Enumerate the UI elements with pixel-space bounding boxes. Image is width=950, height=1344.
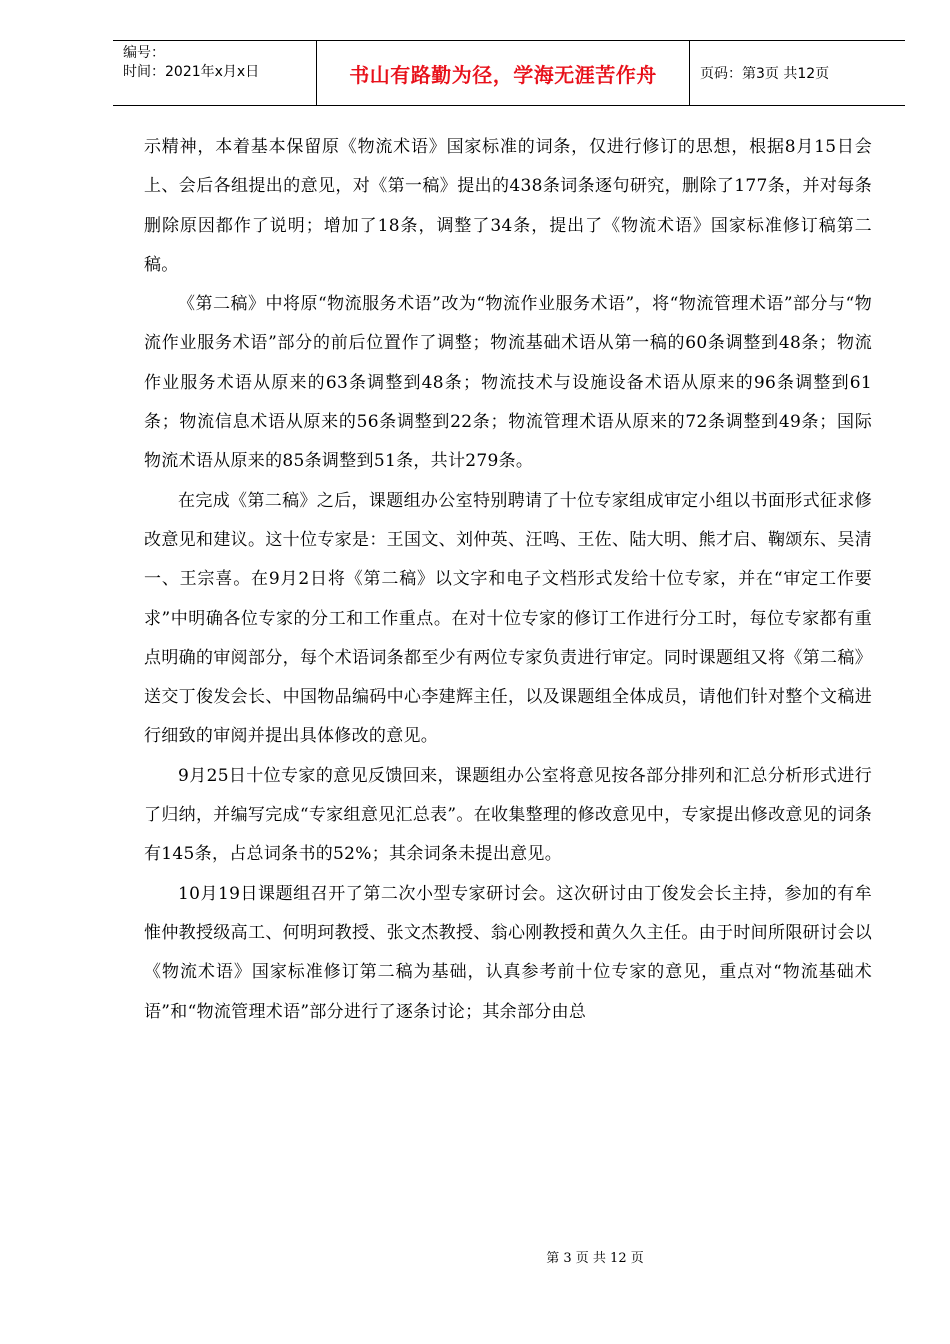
header-page-info: 页码：第3页 共12页 xyxy=(700,66,830,82)
header-motto: 书山有路勤为径，学海无涯苦作舟 xyxy=(349,62,657,87)
document-body xyxy=(144,128,872,1032)
paragraph-4: 9月25日十位专家的意见反馈回来，课题组办公室将意见按各部分排列和汇总分析形式进行了归纳，并编写完成“专家组意见汇总表”。在收集整理的修改意见中，专家提出修改意见的词条有145条，占总词条书的52%；其余词条未提出意见。 xyxy=(144,765,872,865)
header-time-label: 时间：2021年x月x日 xyxy=(123,64,260,80)
paragraph-1: 示精神，本着基本保留原《物流术语》国家标准的词条，仅进行修订的思想，根据8月15日会上、会后各组提出的意见，对《第一稿》提出的438条词条逐句研究，删除了177条，并对每条删除原因都作了说明；增加了18条，调整了34条，提出了《物流术语》国家标准修订稿第二稿。 xyxy=(144,137,872,275)
paragraph-5: 10月19日课题组召开了第二次小型专家研讨会。这次研讨由丁俊发会长主持，参加的有牟惟仲教授级高工、何明珂教授、张文杰教授、翁心刚教授和黄久久主任。由于时间所限研讨会以《物流术语》国家标准修订第二稿为基础，认真参考前十位专家的意见，重点对“物流基础术语”和“物流管理术语”部分进行了逐条讨论；其余部分由总 xyxy=(144,883,872,1022)
page-footer: 第 3 页 共 12 页 xyxy=(546,1251,644,1266)
header-number-label: 编号： xyxy=(123,45,165,61)
paragraph-3: 在完成《第二稿》之后，课题组办公室特别聘请了十位专家组成审定小组以书面形式征求修改意见和建议。这十位专家是：王国文、刘仲英、汪鸣、王佐、陆大明、熊才启、鞠颂东、吴清一、王宗喜。在9月2日将《第二稿》以文字和电子文档形式发给十位专家，并在“审定工作要求”中明确各位专家的分工和工作重点。在对十位专家的修订工作进行分工时，每位专家都有重点明确的审阅部分，每个术语词条都至少有两位专家负责进行审定。同时课题组又将《第二稿》送交丁俊发会长、中国物品编码中心李建辉主任，以及课题组全体成员，请他们针对整个文稿进行细致的审阅并提出具体修改的意见。 xyxy=(144,490,872,747)
page-header xyxy=(113,40,905,106)
header-motto-cell xyxy=(316,41,690,105)
header-meta xyxy=(113,41,316,105)
paragraph-2: 《第二稿》中将原“物流服务术语”改为“物流作业服务术语”，将“物流管理术语”部分与“物流作业服务术语”部分的前后位置作了调整；物流基础术语从第一稿的60条调整到48条；物流作业服务术语从原来的63条调整到48条；物流技术与设施设备术语从原来的96条调整到61条；物流信息术语从原来的56条调整到22条；物流管理术语从原来的72条调整到49条；国际物流术语从原来的85条调整到51条，共计279条。 xyxy=(144,294,872,472)
